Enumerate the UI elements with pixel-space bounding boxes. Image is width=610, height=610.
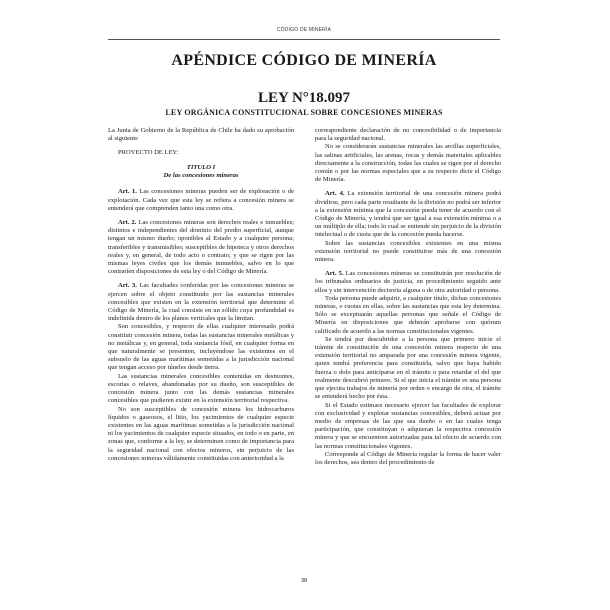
article-3-label: Art. 3. bbox=[118, 282, 137, 290]
article-5-label: Art. 5. bbox=[325, 270, 344, 278]
article-3-paragraph-2: Son concesibles, y respecto de ellas cualquier interesado podrá constituir concesión minera, todas las sustancias minerales metálicas y no metálicas y, en general, toda sustancia fósil, en cualquier forma en que naturalmente se presenten, incluyéndose las existentes en el subsuelo de las aguas marítimas sometidas a la jurisdicción nacional que tengan acceso por túneles desde tierra. bbox=[108, 323, 294, 372]
article-5-text: Las concesiones mineras se constituirán por resolución de los tribunales ordinarios de justicia, en procedimiento seguido ante ellos y sin intervención decisoria alguna o de otra autoridad o persona. bbox=[315, 270, 502, 294]
law-number: LEY N°18.097 bbox=[257, 90, 351, 106]
article-3-continuation: correspondiente declaración de no concesibilidad o de importancia para la seguridad nacional. bbox=[315, 127, 501, 143]
titulo-heading: TITULO I bbox=[186, 163, 216, 171]
appendix-title: APÉNDICE CÓDIGO DE MINERÍA bbox=[171, 52, 437, 69]
article-5-paragraph-5: Corresponde al Código de Minería regular la forma de hacer valer los derechos, sea dentro del procedimiento de bbox=[315, 450, 501, 466]
article-2-text: Las concesiones mineras son derechos reales e inmuebles; distintos e independientes del dominio del predio superficial, aunque tengan un mismo dueño; oponibles al Estado y a cualquier persona; transferibles y transmisibles; susceptibles de hipoteca y otros derechos reales y, en general, de todo acto o contrato; y que se rigen por las mismas leyes civiles que los demás inmuebles, salvo en lo que contraríen disposiciones de esta ley o del Código de Minería. bbox=[108, 219, 295, 276]
article-5-paragraph-4: Si el Estado estimare necesario ejercer las facultades de explorar con exclusividad y explotar sustancias concesibles, deberá actuar por medio de empresas de las que sea dueño o en las cuales tenga participación, que constituyan o adquieran la respectiva concesión minera y que se encuentren autorizadas para tal efecto de acuerdo con las normas constitucionales vigentes. bbox=[315, 401, 501, 450]
article-4-text: La extensión territorial de una concesión minera podrá dividirse, pero cada parte resultante de la división no podrá ser inferior a la extensión mínima que la concesión pueda tener de acuerdo con el Código de Minería, y tendrá que ser igual a esa extensión mínima o a un múltiplo de ella; todo lo cual se entiende sin perjuicio de la división intelectual o de cuota que de la concesión pueda hacerse. bbox=[315, 190, 502, 239]
article-1-text: Las concesiones mineras pueden ser de exploración o de explotación. Cada vez que esta ley se refiera a concesión minera se entenderá que comprenden tanto una como otra. bbox=[108, 188, 295, 212]
article-1-label: Art. 1. bbox=[118, 188, 137, 196]
article-5-paragraph-3: Se tendrá por descubridor a la persona que primero inicie el trámite de constitución de una concesión minera respecto de una extensión territorial no amparada por una concesión minera vigente, quien tendrá preferencia para constituirla, salvo que haya habido fuerza o dolo para anticiparse en el trámite o para retardar el del que realmente descubrió primero. Si el que inicia el trámite es una persona que ejecuta trabajos de minería por orden o encargo de otra, el trámite se entenderá hecho por ésta. bbox=[315, 335, 501, 401]
running-header: CÓDIGO DE MINERÍA bbox=[276, 27, 332, 33]
header-rule bbox=[108, 39, 500, 40]
article-1 bbox=[108, 188, 294, 213]
article-4-label: Art. 4. bbox=[325, 190, 345, 198]
article-3-paragraph-4: No son susceptibles de concesión minera los hidrocarburos líquidos o gaseosos, el litio, los yacimientos de cualquier especie existentes en las aguas marítimas sometidas a la jurisdicción nacional ni los yacimientos de cualquier especie situados, en todo o en parte, en zonas que, conforme a la ley, se determinen como de importancia para la seguridad nacional con efectos mineros, sin perjuicio de las concesiones mineras válidamente constituidas con anterioridad a la bbox=[108, 405, 294, 462]
law-subtitle: LEY ORGÁNICA CONSTITUCIONAL SOBRE CONCESIONES MINERAS bbox=[165, 108, 443, 117]
article-3 bbox=[108, 282, 294, 323]
article-3-text: Las facultades conferidas por las concesiones mineras se ejercen sobre el objeto constituido por las sustancias minerales concesibles que existen en la extensión territorial que determine el Código de Minería, la cual consiste en un sólido cuya profundidad es indefinida dentro de los planos verticales que la limitan. bbox=[108, 282, 294, 323]
article-2-label: Art. 2. bbox=[118, 219, 137, 227]
page-number: 38 bbox=[300, 578, 308, 584]
article-2 bbox=[108, 219, 294, 276]
left-column bbox=[108, 127, 294, 463]
article-4-paragraph-2: Sobre las sustancias concesibles existentes en una misma extensión territorial no puede constituirse más de una concesión minera. bbox=[315, 239, 501, 264]
article-4 bbox=[315, 190, 501, 239]
titulo-subheading: De las concesiones mineras bbox=[163, 172, 239, 180]
article-3-paragraph-3: Las sustancias minerales concesibles contenidas en desmontes, escorias o relaves, abandonadas por su dueño, son susceptibles de concesión minera junto con las demás sustancias minerales concesibles que pudieren existir en la extensión territorial respectiva. bbox=[108, 372, 294, 405]
right-column bbox=[315, 127, 501, 467]
proyecto-label: PROYECTO DE LEY: bbox=[118, 149, 179, 157]
article-3-paragraph-5: No se considerarán sustancias minerales las arcillas superficiales, las salinas artificiales, las arenas, rocas y demás materiales aplicables directamente a la construcción, todas las cuales se rigen por el derecho común o por las normas especiales que a su respecto dicte el Código de Minería. bbox=[315, 143, 501, 184]
article-5 bbox=[315, 270, 501, 295]
intro-paragraph: La Junta de Gobierno de la República de Chile ha dado su aprobación al siguiente bbox=[108, 127, 294, 143]
article-5-paragraph-2: Toda persona puede adquirir, a cualquier título, dichas concesiones mineras, o cuotas en ellas, sobre las sustancias que esta ley determina. Sólo se exceptuarán aquellas personas que señale el Código de Minería en disposiciones que deberán aprobarse con quórum calificado de acuerdo a las normas constitucionales vigentes. bbox=[315, 294, 501, 335]
